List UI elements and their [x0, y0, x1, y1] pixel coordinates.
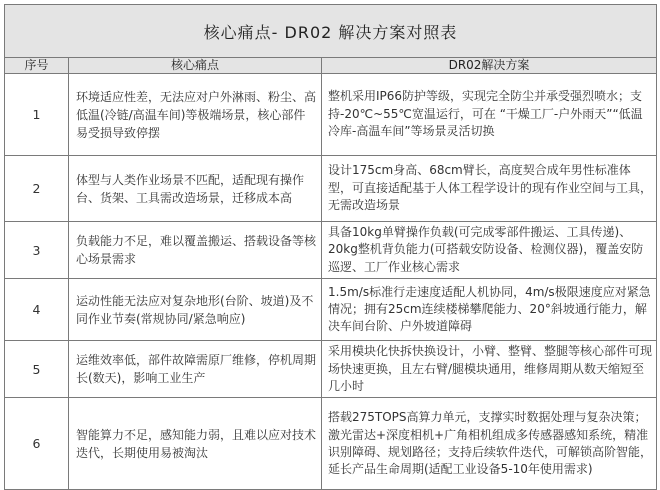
row-number: 3: [5, 222, 69, 279]
pain-point-cell: 负载能力不足，难以覆盖搬运、搭载设备等核心场景需求: [69, 222, 322, 279]
row-number: 2: [5, 156, 69, 222]
pain-point-cell: 运维效率低，部件故障需原厂维修，停机周期长(数天)，影响工业生产: [69, 341, 322, 398]
solution-cell: 具备10kg单臂操作负载(可完成零部件搬运、工具传递)、20kg整机背负能力(可搭载安防设备、检测仪器)，覆盖安防巡逻、工厂作业核心需求: [322, 222, 657, 279]
pain-point-cell: 体型与人类作业场景不匹配，适配现有操作台、货架、工具需改造场景，迁移成本高: [69, 156, 322, 222]
table-row: [5, 156, 657, 222]
table-row: [5, 341, 657, 398]
solution-cell: 采用模块化快拆快换设计，小臂、整臂、整腿等核心部件可现场快速更换，且左右臂/腿模块通用，维修周期从数天缩短至几小时: [322, 341, 657, 398]
row-number: 1: [5, 74, 69, 156]
table-row: [5, 279, 657, 341]
comparison-table: [4, 4, 657, 490]
row-number: 6: [5, 398, 69, 490]
header-no: 序号: [5, 58, 69, 74]
solution-cell: 搭载275TOPS高算力单元，支撑实时数据处理与复杂决策；激光雷达+深度相机+广角相机组成多传感器感知系统，精准识别障碍、规划路径；支持后续软件迭代，可解锁高阶智能，延长产品生命周期(适配工业设备5-10年使用需求): [322, 398, 657, 490]
header-pain: 核心痛点: [69, 58, 322, 74]
table-row: [5, 222, 657, 279]
table-row: [5, 398, 657, 490]
pain-point-cell: 环境适应性差，无法应对户外淋雨、粉尘、高低温(冷链/高温车间)等极端场景，核心部件易受损导致停摆: [69, 74, 322, 156]
header-solution: DR02解决方案: [322, 58, 657, 74]
pain-point-cell: 智能算力不足，感知能力弱，且难以应对技术迭代，长期使用易被淘汰: [69, 398, 322, 490]
solution-cell: 设计175cm身高、68cm臂长，高度契合成年男性标准体型，可直接适配基于人体工程学设计的现有作业空间与工具，无需改造场景: [322, 156, 657, 222]
table-row: [5, 74, 657, 156]
solution-cell: 1.5m/s标准行走速度适配人机协同，4m/s极限速度应对紧急情况；拥有25cm连续楼梯攀爬能力、20°斜坡通行能力，解决车间台阶、户外坡道障碍: [322, 279, 657, 341]
table-title: 核心痛点- DR02 解决方案对照表: [5, 5, 657, 58]
solution-cell: 整机采用IP66防护等级，实现完全防尘并承受强烈喷水；支持-20℃~55℃宽温运行，可在 “干燥工厂-户外雨天”“低温冷库-高温车间”等场景灵活切换: [322, 74, 657, 156]
row-number: 4: [5, 279, 69, 341]
pain-point-cell: 运动性能无法应对复杂地形(台阶、坡道)及不同作业节奏(常规协同/紧急响应): [69, 279, 322, 341]
title-row: [5, 5, 657, 58]
header-row: [5, 58, 657, 74]
row-number: 5: [5, 341, 69, 398]
